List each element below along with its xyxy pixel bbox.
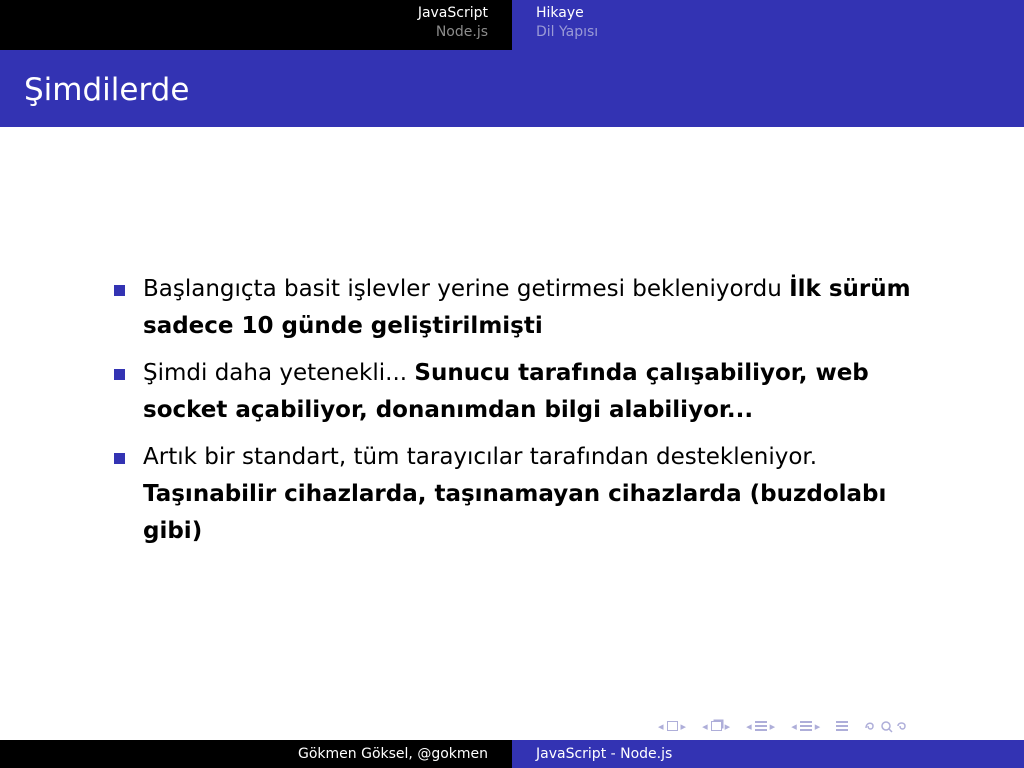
slide-content	[112, 271, 942, 560]
header-subsection-panel	[512, 0, 1024, 50]
frame-title-bar	[0, 50, 1024, 127]
square-bullet-icon	[114, 453, 125, 464]
navigation-symbols	[658, 716, 910, 736]
footer-title: JavaScript - Node.js	[536, 746, 673, 762]
footer	[0, 740, 1024, 768]
footer-author: Gökmen Göksel, @gokmen	[298, 746, 488, 762]
bullet-text: Şimdi daha yetenekli...	[143, 360, 415, 386]
square-bullet-icon	[114, 369, 125, 380]
slide-nav-icon[interactable]: ◂ ▸	[658, 719, 687, 733]
bullet-emphasis: Taşınabilir cihazlarda, taşınamayan cihazlarda (buzdolabı gibi)	[143, 481, 887, 544]
bullet-text: Başlangıçta basit işlevler yerine getirmesi bekleniyordu	[143, 276, 790, 302]
subsection-link[interactable]: Node.js	[435, 24, 488, 40]
search-icon[interactable]	[864, 719, 910, 733]
square-bullet-icon	[114, 285, 125, 296]
align-icon[interactable]	[836, 721, 848, 732]
section-link[interactable]: JavaScript	[417, 5, 488, 21]
section-nav-icon[interactable]: ◂ ▸	[791, 719, 821, 733]
list-item	[112, 271, 942, 345]
header-navigation	[0, 0, 1024, 50]
header-section-panel	[0, 0, 512, 50]
footer-title-panel	[512, 740, 1024, 768]
bullet-emphasis: Sunucu tarafında çalışabiliyor, web socket açabiliyor, donanımdan bilgi alabiliyor...	[143, 360, 869, 423]
page-title: Şimdilerde	[24, 72, 190, 108]
bullet-list	[112, 271, 942, 550]
next-subsection-link[interactable]: Dil Yapısı	[536, 24, 599, 40]
current-section-link[interactable]: Hikaye	[536, 5, 584, 21]
subsection-nav-icon[interactable]: ◂ ▸	[746, 719, 776, 733]
bullet-emphasis: İlk sürüm sadece 10 günde geliştirilmişti	[143, 276, 911, 339]
bullet-text: Artık bir standart, tüm tarayıcılar tarafından destekleniyor.	[143, 444, 818, 470]
list-item	[112, 355, 942, 429]
frame-nav-icon[interactable]: ◂ ▸	[702, 719, 731, 733]
list-item	[112, 439, 942, 550]
footer-author-panel	[0, 740, 512, 768]
